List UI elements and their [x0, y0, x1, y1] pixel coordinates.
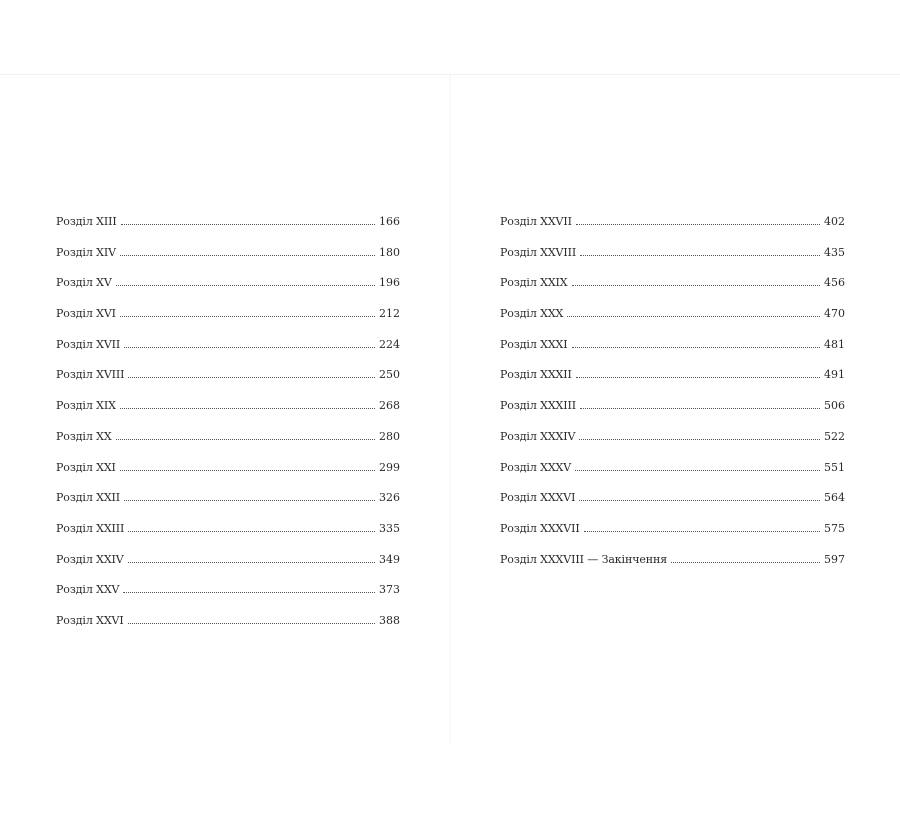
page-number: 250 [379, 368, 400, 382]
toc-entry [56, 583, 400, 614]
toc-entry [56, 338, 400, 369]
page-number: 435 [824, 245, 845, 259]
toc-entry [56, 215, 400, 246]
dot-leader [579, 439, 820, 440]
dot-leader [580, 255, 820, 256]
page-number: 388 [379, 613, 400, 627]
page-number: 180 [379, 245, 400, 259]
toc-right-column [500, 215, 845, 583]
chapter-title: Розділ XXVIII [500, 245, 577, 259]
dot-leader [120, 408, 375, 409]
chapter-title: Розділ XIX [56, 399, 116, 413]
toc-entry [500, 522, 845, 553]
chapter-title: Розділ XX [56, 429, 112, 443]
chapter-title: Розділ XXXIV [500, 429, 576, 443]
dot-leader [567, 316, 820, 317]
chapter-title: Розділ XXXVI [500, 491, 576, 505]
toc-entry [56, 614, 400, 645]
page-number: 522 [824, 429, 845, 443]
page-number: 470 [824, 307, 845, 321]
toc-entry [56, 276, 400, 307]
chapter-title: Розділ XXII [56, 491, 121, 505]
dot-leader [124, 347, 375, 348]
dot-leader [572, 285, 820, 286]
page-number: 212 [379, 307, 400, 321]
page-number: 597 [824, 552, 845, 566]
chapter-title: Розділ XV [56, 276, 112, 290]
toc-entry [56, 430, 400, 461]
chapter-title: Розділ XXV [56, 583, 120, 597]
chapter-title: Розділ XXXVII [500, 521, 580, 535]
page-number: 564 [824, 491, 845, 505]
toc-entry [500, 246, 845, 277]
page-number: 506 [824, 399, 845, 413]
chapter-title: Розділ XXI [56, 460, 116, 474]
page-number: 196 [379, 276, 400, 290]
dot-leader [121, 224, 375, 225]
toc-entry [500, 553, 845, 584]
dot-leader [120, 316, 375, 317]
toc-entry [500, 430, 845, 461]
chapter-title: Розділ XVI [56, 307, 116, 321]
book-spine [449, 75, 451, 743]
dot-leader [671, 562, 820, 563]
toc-entry [500, 307, 845, 338]
chapter-title: Розділ XXXV [500, 460, 572, 474]
toc-entry [500, 491, 845, 522]
toc-entry [500, 461, 845, 492]
chapter-title: Розділ XXXI [500, 337, 568, 351]
dot-leader [128, 377, 375, 378]
chapter-title: Розділ XXXIII [500, 399, 577, 413]
page-number: 349 [379, 552, 400, 566]
dot-leader [580, 408, 820, 409]
toc-entry [56, 368, 400, 399]
toc-entry [500, 215, 845, 246]
toc-entry [56, 461, 400, 492]
page-number: 373 [379, 583, 400, 597]
chapter-title: Розділ XVII [56, 337, 121, 351]
chapter-title: Розділ XXXII [500, 368, 572, 382]
toc-entry [56, 399, 400, 430]
dot-leader [576, 224, 820, 225]
dot-leader [576, 377, 820, 378]
toc-entry [500, 368, 845, 399]
book-spread [0, 74, 900, 743]
dot-leader [572, 347, 820, 348]
dot-leader [128, 531, 375, 532]
page-number: 280 [379, 429, 400, 443]
chapter-title: Розділ XXIII [56, 521, 125, 535]
page-number: 335 [379, 521, 400, 535]
chapter-title: Розділ XXVI [56, 613, 124, 627]
toc-entry [500, 276, 845, 307]
page-number: 575 [824, 521, 845, 535]
toc-entry [56, 246, 400, 277]
chapter-title: Розділ XXX [500, 307, 564, 321]
dot-leader [584, 531, 820, 532]
page-number: 402 [824, 215, 845, 228]
chapter-title: Розділ XXIX [500, 276, 568, 290]
toc-entry [500, 338, 845, 369]
dot-leader [128, 562, 375, 563]
dot-leader [575, 470, 820, 471]
chapter-title: Розділ XVIII [56, 368, 125, 382]
toc-entry [56, 522, 400, 553]
chapter-title: Розділ XXIV [56, 552, 124, 566]
dot-leader [120, 255, 375, 256]
chapter-title: Розділ XXXVIII — Закінчення [500, 552, 668, 566]
toc-left-column [56, 215, 400, 645]
page-number: 268 [379, 399, 400, 413]
page-number: 491 [824, 368, 845, 382]
page-number: 166 [379, 215, 400, 228]
page-number: 299 [379, 460, 400, 474]
chapter-title: Розділ XIII [56, 215, 117, 228]
chapter-title: Розділ XIV [56, 245, 116, 259]
page-number: 481 [824, 337, 845, 351]
chapter-title: Розділ XXVII [500, 215, 572, 228]
page-number: 326 [379, 491, 400, 505]
dot-leader [116, 439, 375, 440]
dot-leader [123, 592, 375, 593]
page-number: 224 [379, 337, 400, 351]
page-number: 551 [824, 460, 845, 474]
toc-entry [56, 553, 400, 584]
dot-leader [116, 285, 375, 286]
toc-entry [56, 491, 400, 522]
dot-leader [579, 500, 820, 501]
toc-entry [56, 307, 400, 338]
toc-entry [500, 399, 845, 430]
dot-leader [124, 500, 375, 501]
dot-leader [120, 470, 375, 471]
page-number: 456 [824, 276, 845, 290]
dot-leader [128, 623, 375, 624]
